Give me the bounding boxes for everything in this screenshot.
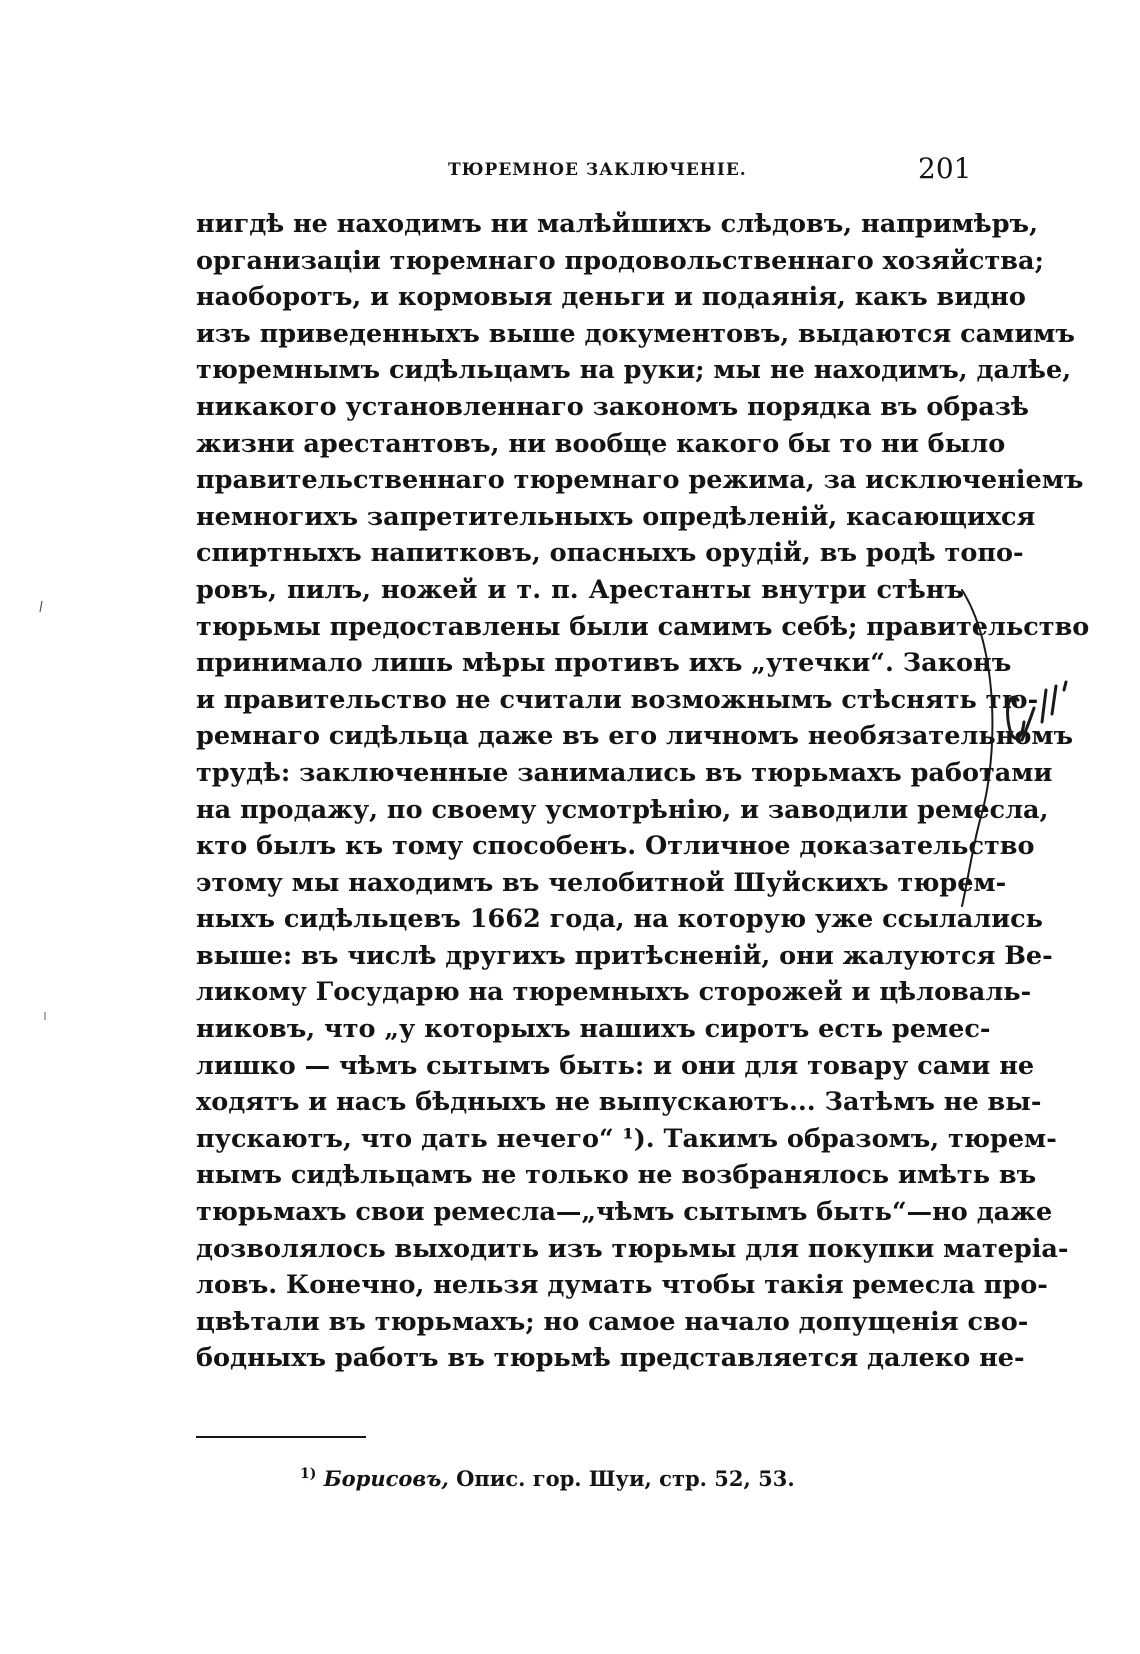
text-line: ровъ, пилъ, ножей и т. п. Арестанты внутри стѣнъ bbox=[196, 574, 964, 605]
handwritten-margin-annotation bbox=[960, 590, 1110, 910]
text-line: нымъ сидѣльцамъ не только не возбранялось имѣть въ bbox=[196, 1160, 1037, 1191]
text-line: изъ приведенныхъ выше документовъ, выдаются самимъ bbox=[196, 318, 1075, 349]
text-line: ликому Государю на тюремныхъ сторожей и цѣловаль- bbox=[196, 977, 1032, 1008]
handwritten-initials bbox=[1008, 682, 1066, 740]
text-line: никакого установленнаго закономъ порядка въ образѣ bbox=[196, 391, 1029, 422]
margin-speck bbox=[38, 600, 44, 614]
text-line: этому мы находимъ въ челобитной Шуйскихъ тюрем- bbox=[196, 867, 1007, 898]
footnote-divider bbox=[196, 1436, 366, 1438]
text-line: немногихъ запретительныхъ опредѣленій, касающихся bbox=[196, 501, 1036, 532]
text-line: ныхъ сидѣльцевъ 1662 года, на которую уже ссылались bbox=[196, 904, 1043, 935]
text-line: бодныхъ работъ въ тюрьмѣ представляется далеко не- bbox=[196, 1343, 1025, 1374]
text-line: тюрьмы предоставлены были самимъ себѣ; правительство bbox=[196, 611, 1090, 642]
footnote-text: Опис. гор. Шуи, стр. 52, 53. bbox=[456, 1466, 795, 1491]
text-line: наоборотъ, и кормовыя деньги и подаянія, какъ видно bbox=[196, 282, 1026, 313]
margin-speck bbox=[42, 1010, 48, 1024]
footnote-marker: 1) bbox=[300, 1466, 317, 1482]
text-line: и правительство не считали возможнымъ стѣснять тю- bbox=[196, 684, 1039, 715]
text-line: тюрьмахъ свои ремесла—„чѣмъ сытымъ быть“—но даже bbox=[196, 1197, 1053, 1228]
text-line: организаціи тюремнаго продовольственнаго хозяйства; bbox=[196, 245, 1044, 276]
text-line: ловъ. Конечно, нельзя думать чтобы такія ремесла про- bbox=[196, 1270, 1048, 1301]
text-line: дозволялось выходить изъ тюрьмы для покупки матеріа- bbox=[196, 1233, 1069, 1264]
page-number: 201 bbox=[918, 152, 972, 185]
text-line: выше: въ числѣ другихъ притѣсненій, они жалуются Ве- bbox=[196, 940, 1053, 971]
text-line: спиртныхъ напитковъ, опасныхъ орудій, въ родѣ топо- bbox=[196, 538, 1024, 569]
body-text bbox=[196, 206, 1090, 1377]
text-line: ремнаго сидѣльца даже въ его личномъ необязательномъ bbox=[196, 721, 1074, 752]
text-line: ходятъ и насъ бѣдныхъ не выпускаютъ... Затѣмъ не вы- bbox=[196, 1087, 1042, 1118]
text-line: жизни арестантовъ, ни вообще какого бы то ни было bbox=[196, 428, 1006, 459]
text-line: на продажу, по своему усмотрѣнію, и заводили ремесла, bbox=[196, 794, 1049, 825]
text-line: тюремнымъ сидѣльцамъ на руки; мы не находимъ, далѣе, bbox=[196, 355, 1072, 386]
running-header: ТЮРЕМНОЕ ЗАКЛЮЧЕНІЕ. bbox=[448, 160, 747, 180]
text-line: цвѣтали въ тюрьмахъ; но самое начало допущенія сво- bbox=[196, 1306, 1029, 1337]
text-line: правительственнаго тюремнаго режима, за исключеніемъ bbox=[196, 465, 1084, 496]
text-line: принимало лишь мѣры противъ ихъ „утечки“. Законъ bbox=[196, 648, 1012, 679]
text-line: кто былъ къ тому способенъ. Отличное доказательство bbox=[196, 831, 1035, 862]
text-line: пускаютъ, что дать нечего“ ¹). Такимъ образомъ, тюрем- bbox=[196, 1123, 1057, 1154]
footnote-author: Борисовъ, bbox=[323, 1466, 449, 1491]
text-line: трудѣ: заключенные занимались въ тюрьмахъ работами bbox=[196, 757, 1053, 788]
footnote bbox=[300, 1466, 795, 1491]
text-line: нигдѣ не находимъ ни малѣйшихъ слѣдовъ, напримѣръ, bbox=[196, 209, 1038, 239]
handwritten-bracket bbox=[962, 590, 992, 906]
text-line: лишко — чѣмъ сытымъ быть: и они для товару сами не bbox=[196, 1050, 1035, 1081]
text-line: никовъ, что „у которыхъ нашихъ сиротъ есть ремес- bbox=[196, 1014, 991, 1045]
